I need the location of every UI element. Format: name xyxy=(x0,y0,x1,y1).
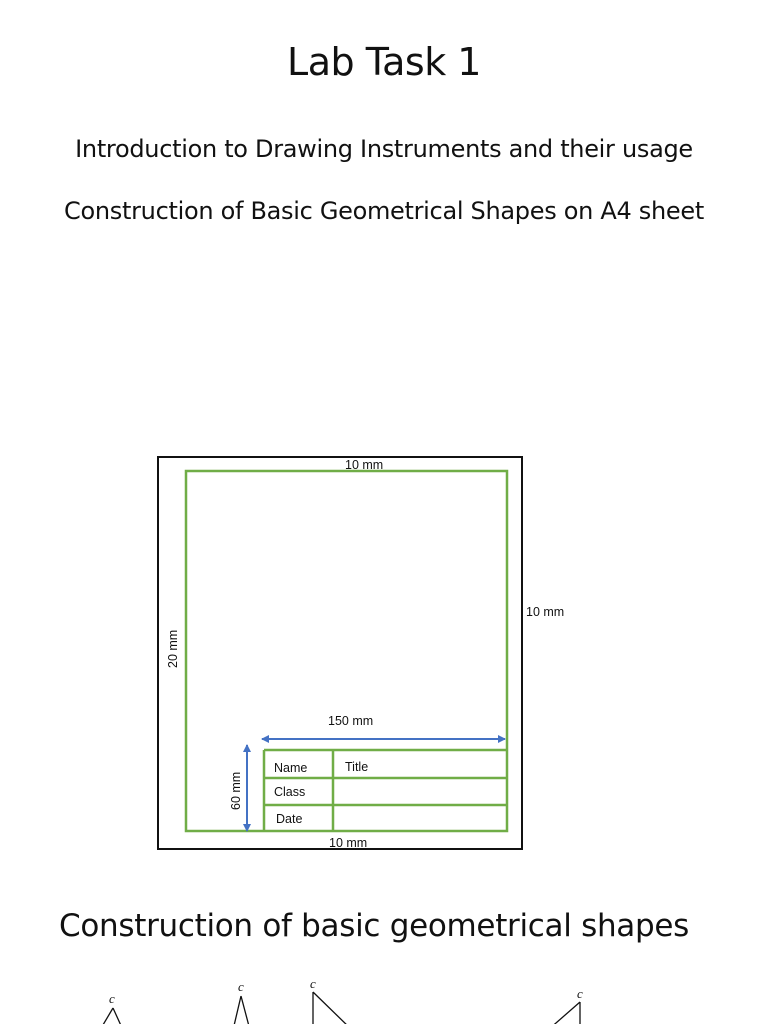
vertex-label-c-3: c xyxy=(310,976,316,991)
title-block-title-label: Title xyxy=(345,760,369,774)
right-margin-label: 10 mm xyxy=(526,605,565,619)
title-block-height-label: 60 mm xyxy=(229,771,243,810)
vertex-label-c-2: c xyxy=(238,979,244,994)
triangle-shape-4 xyxy=(548,1002,580,1024)
page-title: Lab Task 1 xyxy=(287,40,481,84)
subtitle-construction: Construction of Basic Geometrical Shapes on A4 sheet xyxy=(64,197,704,225)
section-heading: Construction of basic geometrical shapes xyxy=(59,908,690,944)
triangle-shape-1 xyxy=(100,1008,123,1024)
title-block-width-label: 150 mm xyxy=(328,714,374,728)
vertex-label-c-4: c xyxy=(577,986,583,1001)
top-margin-label: 10 mm xyxy=(345,458,384,472)
sheet-outer-border xyxy=(158,457,522,849)
triangle-shape-2 xyxy=(233,996,250,1024)
vertex-label-c-1: c xyxy=(109,991,115,1006)
bottom-margin-label: 10 mm xyxy=(329,836,368,850)
triangle-shape-3 xyxy=(313,992,352,1024)
title-block-name-label: Name xyxy=(274,761,308,775)
triangle-shapes-preview xyxy=(100,992,580,1024)
subtitle-instruments: Introduction to Drawing Instruments and their usage xyxy=(75,135,693,163)
title-block-class-label: Class xyxy=(274,785,306,799)
title-block-date-label: Date xyxy=(276,812,303,826)
left-margin-label: 20 mm xyxy=(166,629,180,668)
